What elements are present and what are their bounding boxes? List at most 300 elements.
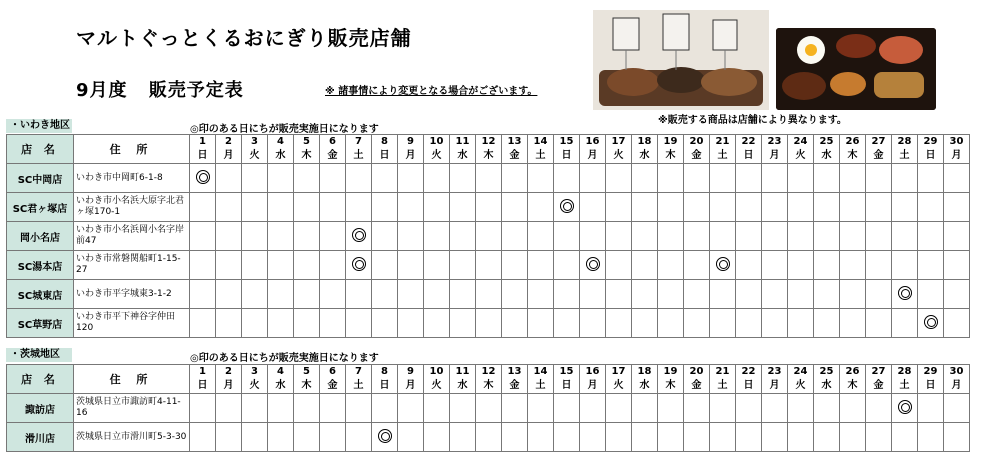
weekday-label: 火	[431, 380, 442, 391]
day-cell	[944, 309, 970, 338]
day-header	[190, 365, 216, 394]
day-number: 5	[303, 136, 310, 147]
day-header	[216, 365, 242, 394]
day-cell	[580, 222, 606, 251]
address-column-header: 住 所	[74, 365, 190, 394]
day-cell	[710, 280, 736, 309]
day-cell	[268, 222, 294, 251]
day-header	[502, 135, 528, 164]
day-number: 25	[819, 366, 834, 377]
day-cell	[554, 222, 580, 251]
day-header	[814, 135, 840, 164]
weekday-label: 金	[873, 150, 884, 161]
sale-day-mark-icon	[924, 315, 938, 329]
day-cell	[762, 251, 788, 280]
day-header	[242, 365, 268, 394]
day-header	[320, 365, 346, 394]
day-cell	[216, 251, 242, 280]
day-cell	[606, 280, 632, 309]
day-cell	[528, 222, 554, 251]
day-cell	[424, 423, 450, 452]
store-address: いわき市小名浜岡小名字岸前47	[74, 222, 190, 251]
day-cell	[658, 423, 684, 452]
day-number: 28	[897, 136, 912, 147]
table-row	[7, 222, 970, 251]
day-cell	[918, 164, 944, 193]
store-column-header: 店 名	[7, 135, 74, 164]
day-cell	[242, 280, 268, 309]
weekday-label: 火	[249, 150, 260, 161]
weekday-label: 日	[197, 380, 208, 391]
day-cell	[736, 164, 762, 193]
day-cell	[528, 164, 554, 193]
day-number: 19	[663, 366, 678, 377]
day-cell	[892, 193, 918, 222]
day-cell	[476, 394, 502, 423]
weekday-label: 土	[535, 380, 546, 391]
day-number: 6	[329, 136, 336, 147]
day-cell	[476, 251, 502, 280]
day-cell	[528, 280, 554, 309]
day-cell	[788, 251, 814, 280]
day-header	[528, 365, 554, 394]
day-number: 23	[767, 136, 782, 147]
day-cell	[216, 423, 242, 452]
store-name: 滑川店	[7, 423, 74, 452]
day-header	[424, 365, 450, 394]
day-cell	[580, 309, 606, 338]
day-cell	[684, 193, 710, 222]
day-header	[788, 135, 814, 164]
day-cell	[528, 423, 554, 452]
store-column-header: 店 名	[7, 365, 74, 394]
day-cell	[918, 394, 944, 423]
weekday-label: 木	[483, 380, 494, 391]
day-cell	[528, 394, 554, 423]
day-number: 17	[611, 136, 626, 147]
day-cell	[736, 394, 762, 423]
day-cell	[814, 280, 840, 309]
store-address: 茨城県日立市滑川町5-3-30	[74, 423, 190, 452]
weekday-label: 水	[639, 380, 650, 391]
weekday-label: 日	[379, 380, 390, 391]
day-number: 24	[793, 136, 808, 147]
weekday-label: 金	[327, 150, 338, 161]
sale-day-mark-icon	[898, 400, 912, 414]
weekday-label: 金	[509, 380, 520, 391]
change-notice: ※ 諸事情により変更となる場合がございます。	[325, 86, 538, 97]
day-cell	[320, 309, 346, 338]
day-cell	[762, 394, 788, 423]
day-header	[840, 135, 866, 164]
day-cell	[294, 193, 320, 222]
day-header	[398, 135, 424, 164]
day-cell	[424, 164, 450, 193]
day-cell	[710, 251, 736, 280]
day-number: 13	[507, 136, 522, 147]
day-cell	[762, 423, 788, 452]
day-cell	[502, 251, 528, 280]
region-note-iwaki: ◎印のある日にちが販売実施日になります	[190, 124, 379, 135]
page-subtitle	[76, 76, 244, 102]
day-cell	[788, 394, 814, 423]
store-name: SC君ヶ塚店	[7, 193, 74, 222]
day-header	[944, 365, 970, 394]
day-cell	[346, 193, 372, 222]
day-cell	[580, 280, 606, 309]
region-note-ibaraki: ◎印のある日にちが販売実施日になります	[190, 353, 379, 364]
day-cell	[528, 251, 554, 280]
day-cell	[476, 309, 502, 338]
day-cell	[710, 309, 736, 338]
day-cell	[372, 222, 398, 251]
day-cell	[736, 193, 762, 222]
day-number: 1	[199, 366, 206, 377]
day-cell	[476, 193, 502, 222]
day-header	[580, 365, 606, 394]
day-number: 14	[533, 136, 548, 147]
day-cell	[502, 309, 528, 338]
weekday-label: 日	[197, 150, 208, 161]
day-cell	[372, 251, 398, 280]
day-number: 12	[481, 366, 496, 377]
day-cell	[242, 423, 268, 452]
day-cell	[450, 193, 476, 222]
day-cell	[710, 193, 736, 222]
sale-day-mark-icon	[898, 286, 912, 300]
day-cell	[658, 394, 684, 423]
day-cell	[424, 193, 450, 222]
day-cell	[606, 423, 632, 452]
day-cell	[814, 193, 840, 222]
day-cell	[606, 251, 632, 280]
day-cell	[242, 193, 268, 222]
day-number: 20	[689, 136, 704, 147]
day-cell	[190, 423, 216, 452]
day-number: 15	[559, 136, 574, 147]
address-column-header: 住 所	[74, 135, 190, 164]
day-header	[710, 365, 736, 394]
day-cell	[502, 280, 528, 309]
day-number: 4	[277, 136, 284, 147]
day-cell	[268, 280, 294, 309]
day-cell	[398, 394, 424, 423]
weekday-label: 木	[483, 150, 494, 161]
day-number: 4	[277, 366, 284, 377]
day-number: 26	[845, 136, 860, 147]
day-header	[684, 135, 710, 164]
day-cell	[502, 164, 528, 193]
day-cell	[658, 164, 684, 193]
day-cell	[632, 280, 658, 309]
day-cell	[814, 309, 840, 338]
day-header	[372, 365, 398, 394]
day-cell	[632, 423, 658, 452]
day-header	[918, 135, 944, 164]
sale-day-mark-icon	[560, 199, 574, 213]
weekday-label: 月	[405, 150, 416, 161]
sale-day-mark-icon	[716, 257, 730, 271]
day-cell	[554, 251, 580, 280]
day-cell	[320, 222, 346, 251]
day-header	[476, 365, 502, 394]
day-header	[528, 135, 554, 164]
day-cell	[814, 251, 840, 280]
day-number: 29	[923, 136, 938, 147]
day-number: 12	[481, 136, 496, 147]
onigiri-platter-photo	[593, 10, 769, 110]
day-cell	[268, 251, 294, 280]
day-header	[398, 365, 424, 394]
region-label-iwaki: ・いわき地区	[6, 119, 72, 133]
day-cell	[372, 193, 398, 222]
day-cell	[242, 164, 268, 193]
day-cell	[840, 164, 866, 193]
weekday-label: 水	[821, 380, 832, 391]
day-cell	[216, 394, 242, 423]
day-cell	[346, 164, 372, 193]
day-cell	[814, 394, 840, 423]
day-cell	[892, 251, 918, 280]
weekday-label: 火	[613, 150, 624, 161]
day-cell	[242, 222, 268, 251]
day-cell	[788, 222, 814, 251]
table-row	[7, 193, 970, 222]
day-cell	[346, 309, 372, 338]
day-cell	[944, 222, 970, 251]
day-cell	[918, 309, 944, 338]
store-name: 諏訪店	[7, 394, 74, 423]
day-cell	[684, 309, 710, 338]
day-cell	[346, 394, 372, 423]
day-cell	[398, 222, 424, 251]
day-cell	[424, 309, 450, 338]
day-cell	[788, 423, 814, 452]
sale-day-mark-icon	[196, 170, 210, 184]
table-row	[7, 164, 970, 193]
day-number: 9	[407, 136, 414, 147]
weekday-label: 火	[795, 150, 806, 161]
day-cell	[476, 423, 502, 452]
day-header	[866, 365, 892, 394]
day-cell	[372, 280, 398, 309]
day-header	[502, 365, 528, 394]
day-cell	[580, 423, 606, 452]
weekday-label: 木	[301, 380, 312, 391]
day-cell	[944, 193, 970, 222]
store-name: 岡小名店	[7, 222, 74, 251]
day-header	[294, 135, 320, 164]
day-header	[294, 365, 320, 394]
day-cell	[450, 309, 476, 338]
store-address: いわき市常磐関船町1-15-27	[74, 251, 190, 280]
day-cell	[632, 164, 658, 193]
weekday-label: 火	[431, 150, 442, 161]
weekday-label: 土	[353, 150, 364, 161]
day-number: 21	[715, 366, 730, 377]
day-cell	[476, 222, 502, 251]
day-cell	[788, 309, 814, 338]
weekday-label: 土	[899, 380, 910, 391]
day-header	[268, 365, 294, 394]
day-cell	[398, 251, 424, 280]
weekday-label: 日	[743, 380, 754, 391]
day-number: 30	[949, 366, 964, 377]
day-cell	[372, 394, 398, 423]
day-cell	[502, 423, 528, 452]
day-cell	[424, 394, 450, 423]
day-cell	[866, 423, 892, 452]
sale-day-mark-icon	[586, 257, 600, 271]
day-cell	[424, 222, 450, 251]
day-cell	[554, 309, 580, 338]
day-cell	[684, 222, 710, 251]
weekday-label: 金	[873, 380, 884, 391]
day-cell	[554, 280, 580, 309]
day-cell	[398, 423, 424, 452]
day-cell	[268, 164, 294, 193]
day-header	[840, 365, 866, 394]
page-title: マルトぐっとくるおにぎり販売店舗	[76, 26, 412, 50]
weekday-label: 日	[379, 150, 390, 161]
day-number: 6	[329, 366, 336, 377]
day-cell	[840, 193, 866, 222]
day-number: 7	[355, 136, 362, 147]
day-cell	[814, 222, 840, 251]
weekday-label: 土	[717, 380, 728, 391]
day-cell	[320, 423, 346, 452]
weekday-label: 木	[665, 380, 676, 391]
day-cell	[398, 309, 424, 338]
day-cell	[918, 423, 944, 452]
day-cell	[372, 309, 398, 338]
store-address: いわき市平字城東3-1-2	[74, 280, 190, 309]
day-cell	[450, 164, 476, 193]
weekday-label: 日	[561, 150, 572, 161]
day-header	[320, 135, 346, 164]
day-header	[892, 365, 918, 394]
day-header	[788, 365, 814, 394]
day-cell	[866, 309, 892, 338]
day-number: 25	[819, 136, 834, 147]
weekday-label: 土	[353, 380, 364, 391]
day-cell	[398, 193, 424, 222]
day-number: 5	[303, 366, 310, 377]
day-header	[424, 135, 450, 164]
weekday-label: 日	[743, 150, 754, 161]
day-cell	[684, 423, 710, 452]
weekday-label: 月	[951, 150, 962, 161]
day-cell	[892, 423, 918, 452]
day-number: 7	[355, 366, 362, 377]
day-header	[892, 135, 918, 164]
day-number: 20	[689, 366, 704, 377]
day-cell	[528, 193, 554, 222]
day-cell	[632, 193, 658, 222]
day-cell	[424, 251, 450, 280]
table-row	[7, 394, 970, 423]
day-number: 30	[949, 136, 964, 147]
day-cell	[190, 394, 216, 423]
day-cell	[918, 193, 944, 222]
day-cell	[892, 394, 918, 423]
day-cell	[892, 309, 918, 338]
day-header	[814, 365, 840, 394]
day-cell	[762, 222, 788, 251]
day-cell	[216, 222, 242, 251]
day-cell	[242, 309, 268, 338]
day-cell	[450, 222, 476, 251]
day-header	[190, 135, 216, 164]
day-cell	[554, 423, 580, 452]
day-cell	[450, 423, 476, 452]
day-number: 16	[585, 366, 600, 377]
day-cell	[788, 164, 814, 193]
day-cell	[944, 251, 970, 280]
weekday-label: 月	[223, 150, 234, 161]
weekday-label: 水	[275, 380, 286, 391]
day-cell	[580, 251, 606, 280]
day-cell	[320, 394, 346, 423]
day-number: 18	[637, 136, 652, 147]
day-cell	[190, 309, 216, 338]
day-number: 15	[559, 366, 574, 377]
day-cell	[710, 394, 736, 423]
day-cell	[346, 222, 372, 251]
products-note: ※販売する商品は店舗により異なります。	[658, 115, 847, 126]
weekday-label: 月	[951, 380, 962, 391]
day-cell	[580, 193, 606, 222]
weekday-label: 火	[613, 380, 624, 391]
day-header	[762, 365, 788, 394]
day-number: 11	[455, 366, 470, 377]
day-cell	[632, 251, 658, 280]
day-cell	[866, 164, 892, 193]
day-number: 3	[251, 366, 258, 377]
day-cell	[892, 222, 918, 251]
day-cell	[918, 251, 944, 280]
bento-platter-photo	[776, 28, 936, 110]
day-cell	[632, 394, 658, 423]
day-cell	[840, 222, 866, 251]
day-header	[216, 135, 242, 164]
day-number: 3	[251, 136, 258, 147]
day-number: 8	[381, 136, 388, 147]
day-cell	[710, 164, 736, 193]
day-header	[268, 135, 294, 164]
day-cell	[606, 394, 632, 423]
day-cell	[346, 423, 372, 452]
day-number: 29	[923, 366, 938, 377]
day-cell	[398, 164, 424, 193]
day-cell	[320, 280, 346, 309]
day-number: 8	[381, 366, 388, 377]
day-number: 24	[793, 366, 808, 377]
day-header	[684, 365, 710, 394]
region-label-ibaraki: ・茨城地区	[6, 348, 72, 362]
day-cell	[918, 222, 944, 251]
day-header	[658, 135, 684, 164]
day-cell	[242, 251, 268, 280]
day-cell	[944, 394, 970, 423]
day-cell	[268, 309, 294, 338]
day-number: 11	[455, 136, 470, 147]
day-cell	[268, 423, 294, 452]
day-cell	[944, 164, 970, 193]
day-cell	[710, 423, 736, 452]
month-label: 9月度	[76, 80, 128, 101]
day-cell	[320, 251, 346, 280]
